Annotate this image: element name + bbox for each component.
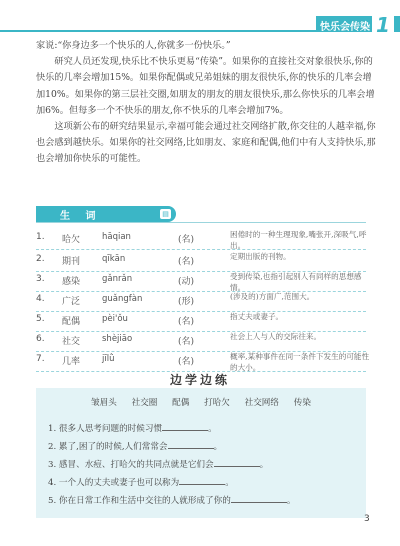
vocab-definition: 定期出版的刊物。 (230, 252, 291, 261)
practice-title: 边学边练 (169, 373, 230, 387)
vocab-word: 广泛 (62, 297, 81, 307)
body-text (36, 38, 376, 168)
word-bank-item: 社交网络 (244, 398, 279, 408)
vocab-pinyin: shèjiāo (102, 334, 133, 344)
vocab-pinyin: guǎngfàn (102, 294, 143, 304)
exercise-question (48, 476, 358, 488)
chapter-number: 1 (372, 13, 394, 37)
vocab-pinyin: qīkān (102, 254, 126, 264)
vocab-word: 感染 (62, 277, 81, 287)
answer-blank[interactable] (162, 422, 208, 431)
question-end: 。 (213, 442, 223, 452)
question-end: 。 (225, 478, 234, 488)
exercise-question (48, 458, 358, 470)
vocab-part-of-speech: (名) (178, 257, 195, 267)
paragraph: 家说:“你身边多一个快乐的人,你就多一份快乐。” (36, 40, 231, 51)
vocab-book-icon: ▤ (160, 209, 171, 219)
word-bank-item: 打哈欠 (204, 398, 230, 408)
vocab-row (36, 350, 370, 372)
vocab-word: 社交 (62, 337, 81, 347)
word-bank-item: 社交圈 (131, 398, 158, 408)
vocab-row (36, 310, 366, 332)
question-text: 4. 一个人的丈夫或妻子也可以称为 (48, 478, 180, 488)
vocab-word: 几率 (62, 357, 81, 367)
answer-blank[interactable] (179, 476, 225, 485)
page-number: 3 (364, 514, 370, 524)
vocab-row (36, 250, 366, 272)
practice-box (36, 388, 366, 518)
vocab-divider (36, 222, 366, 223)
vocab-part-of-speech: (动) (178, 277, 195, 287)
vocab-title: 生 词 (60, 211, 102, 222)
vocab-number: 5. (36, 314, 45, 324)
vocab-pinyin: pèi'ǒu (102, 314, 128, 324)
vocab-word: 哈欠 (62, 235, 81, 245)
paragraph: 研究人员还发现,快乐比不快乐更易“传染”。如果你的直接社交对象很快乐,你的快乐的几率会增加15%。如果你配偶或兄弟姐妹的朋友很快乐,你的快乐的几率会增加10%。如果你的第三层社交圈,如朋友的朋友的朋友很快乐,那么你快乐的几率会增加6%。但每多一个不快乐的朋友,你不快乐的几率会增加7%。 (36, 56, 375, 116)
question-end: 。 (208, 424, 217, 434)
answer-blank[interactable] (231, 494, 287, 503)
chapter-title: 快乐会传染 (320, 22, 370, 33)
vocab-definition: (涉及的)方面广,范围大。 (230, 292, 315, 301)
paragraph: 这项新公布的研究结果显示,幸福可能会通过社交网络扩散,你交往的人越幸福,你也会感到越快乐。如果你的社交网络,比如朋友、家庭和配偶,他们中有人支持快乐,那也会增加你快乐的可能性。 (36, 121, 376, 165)
vocab-row (36, 228, 366, 250)
question-end: 。 (286, 496, 296, 506)
vocab-definition: 困倦时的一种生理现象,嘴张开,深吸气,呼出。 (230, 230, 367, 250)
question-text: 5. 你在日常工作和生活中交往的人就形成了你的 (48, 496, 231, 506)
vocab-definition: 社会上人与人的交际往来。 (230, 332, 322, 341)
vocab-part-of-speech: (名) (178, 357, 195, 367)
word-bank-item: 皱眉头 (91, 398, 117, 408)
vocab-definition: 受到传染,也指引起别人有同样的思想感情。 (230, 272, 362, 292)
vocab-part-of-speech: (形) (178, 297, 195, 307)
vocab-header-bar (36, 206, 176, 222)
vocab-part-of-speech: (名) (178, 235, 195, 245)
vocab-part-of-speech: (名) (178, 317, 195, 327)
question-text: 2. 累了,困了的时候,人们常常会 (48, 442, 168, 452)
vocab-row (36, 330, 366, 352)
vocab-part-of-speech: (名) (178, 337, 195, 347)
vocab-definition: 概率,某种事件在同一条件下发生的可能性的大小。 (230, 352, 370, 372)
vocab-number: 2. (36, 254, 45, 264)
word-bank-item: 传染 (293, 398, 311, 408)
question-text: 3. 感冒、水痘、打哈欠的共同点就是它们会 (48, 460, 214, 470)
answer-blank[interactable] (168, 440, 214, 449)
vocab-number: 4. (36, 294, 45, 304)
vocab-number: 6. (36, 334, 45, 344)
word-bank-item: 配偶 (172, 398, 190, 408)
vocab-definition: 指丈夫或妻子。 (230, 312, 284, 321)
answer-blank[interactable] (214, 458, 260, 467)
vocab-pinyin: gǎnrǎn (102, 274, 133, 284)
exercise-question (48, 422, 358, 434)
vocab-word: 期刊 (62, 257, 81, 267)
vocab-pinyin: jīlǜ (102, 354, 115, 364)
vocab-number: 3. (36, 274, 45, 284)
vocab-word: 配偶 (62, 317, 81, 327)
vocab-row (36, 270, 366, 292)
vocab-pinyin: hāqian (102, 232, 131, 242)
word-bank (36, 396, 366, 408)
exercise-question (48, 494, 358, 506)
vocab-number: 7. (36, 354, 45, 364)
exercise-question (48, 440, 358, 452)
vocab-number: 1. (36, 232, 45, 242)
question-end: 。 (259, 460, 269, 470)
vocab-row (36, 290, 366, 312)
question-text: 1. 很多人思考问题的时候习惯 (48, 424, 163, 434)
